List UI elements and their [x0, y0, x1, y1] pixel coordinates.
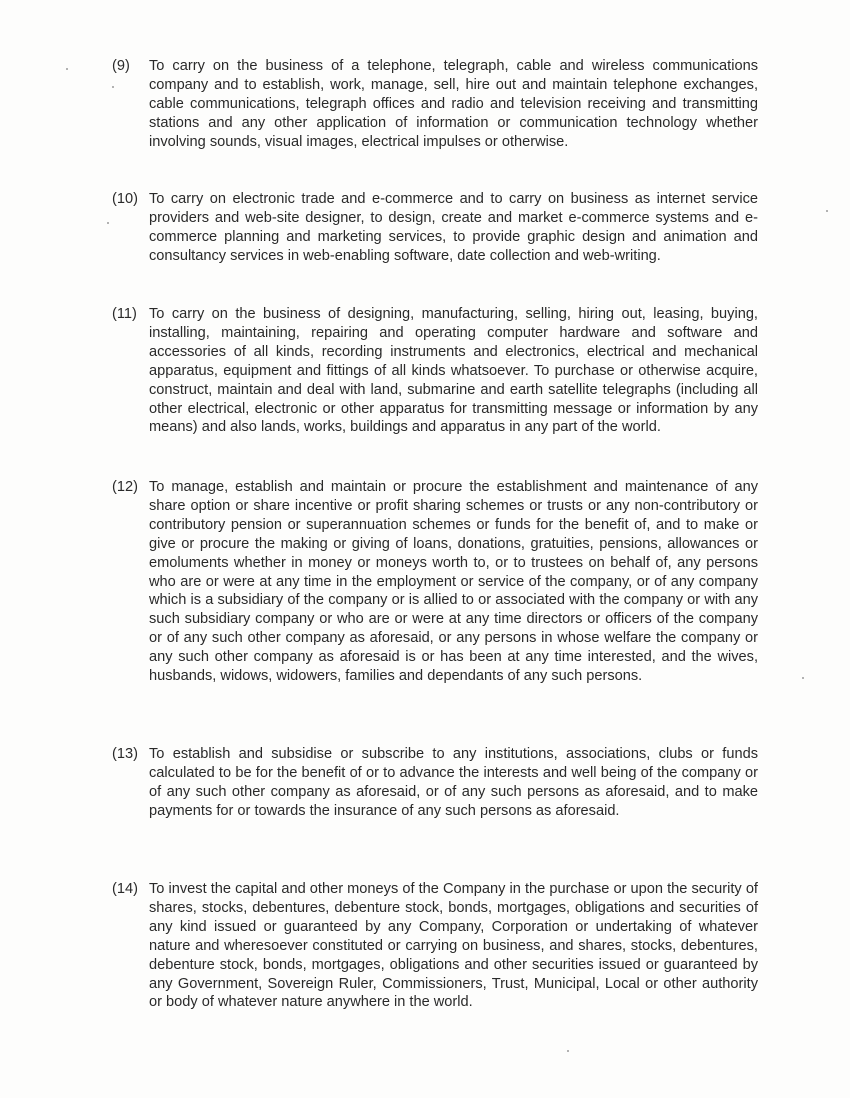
scan-speck	[826, 210, 828, 212]
clause-12	[112, 478, 758, 686]
clause-number: (12)	[112, 479, 138, 495]
clause-number: (13)	[112, 746, 138, 762]
scan-speck	[802, 677, 804, 679]
clause-text: To manage, establish and maintain or procure the establishment and maintenance of any share option or share incentive or profit sharing schemes or trusts or any non-contributory or contributory pension or superannuation schemes or funds for the benefit of, and to make or give or procure the making or giving of loans, donations, gratuities, pensions, allowances or emoluments whether in money or moneys worth to, or to trustees on behalf of, any persons who are or were at any time in the employment or service of the company, or of any company which is a subsidiary of the company or is allied to or associated with the company or with any such subsidiary company or who are or were at any time directors or officers of the company or of any such other company as aforesaid, or any persons in whose welfare the company or any such other company as aforesaid is or has been at any time interested, and the wives, husbands, widows, widowers, families and dependants of any such persons.	[149, 479, 758, 685]
clause-14	[112, 880, 758, 1012]
clause-10	[112, 190, 758, 266]
clause-number: (10)	[112, 191, 138, 207]
clause-11	[112, 305, 758, 437]
clause-text: To carry on the business of a telephone, telegraph, cable and wireless communications company and to establish, work, manage, sell, hire out and maintain telephone exchanges, cable communications, telegraph offices and radio and television receiving and transmitting stations and any other application of information or communication technology whether involving sounds, visual images, electrical impulses or otherwise.	[149, 58, 758, 150]
scan-speck	[567, 1050, 569, 1052]
clause-13	[112, 745, 758, 821]
scan-speck	[112, 86, 114, 88]
clause-text: To carry on electronic trade and e-commerce and to carry on business as internet service providers and web-site designer, to design, create and market e-commerce systems and e-commerce planning and marketing services, to provide graphic design and animation and consultancy services in web-enabling software, date collection and web-writing.	[149, 191, 758, 264]
clause-number: (14)	[112, 881, 138, 897]
clause-number: (11)	[112, 306, 137, 322]
clause-text: To establish and subsidise or subscribe to any institutions, associations, clubs or funds calculated to be for the benefit of or to advance the interests and well being of the company or of any such other company as aforesaid, or of any such persons as aforesaid, and to make payments for or towards the insurance of any such persons as aforesaid.	[149, 746, 758, 819]
clause-number: (9)	[112, 58, 130, 74]
clause-text: To carry on the business of designing, manufacturing, selling, hiring out, leasing, buying, installing, maintaining, repairing and operating computer hardware and software and accessories of all kinds, recording instruments and electronics, electrical and mechanical apparatus, equipment and fittings of all kinds whatsoever. To purchase or otherwise acquire, construct, maintain and deal with land, submarine and earth satellite telegraphs (including all other electrical, electronic or other apparatus for transmitting message or information by any means) and also lands, works, buildings and apparatus in any part of the world.	[149, 306, 758, 436]
clause-9	[112, 57, 758, 152]
scan-speck	[66, 68, 68, 70]
scan-speck	[107, 222, 109, 224]
clause-text: To invest the capital and other moneys of the Company in the purchase or upon the security of shares, stocks, debentures, debenture stock, bonds, mortgages, obligations and securities of any kind issued or guaranteed by any Company, Corporation or undertaking of whatever nature and wheresoever constituted or carrying on business, and shares, stocks, debentures, debenture stock, bonds, mortgages, obligations and other securities issued or guaranteed by any Government, Sovereign Ruler, Commissioners, Trust, Municipal, Local or other authority or body of whatever nature anywhere in the world.	[149, 881, 758, 1011]
